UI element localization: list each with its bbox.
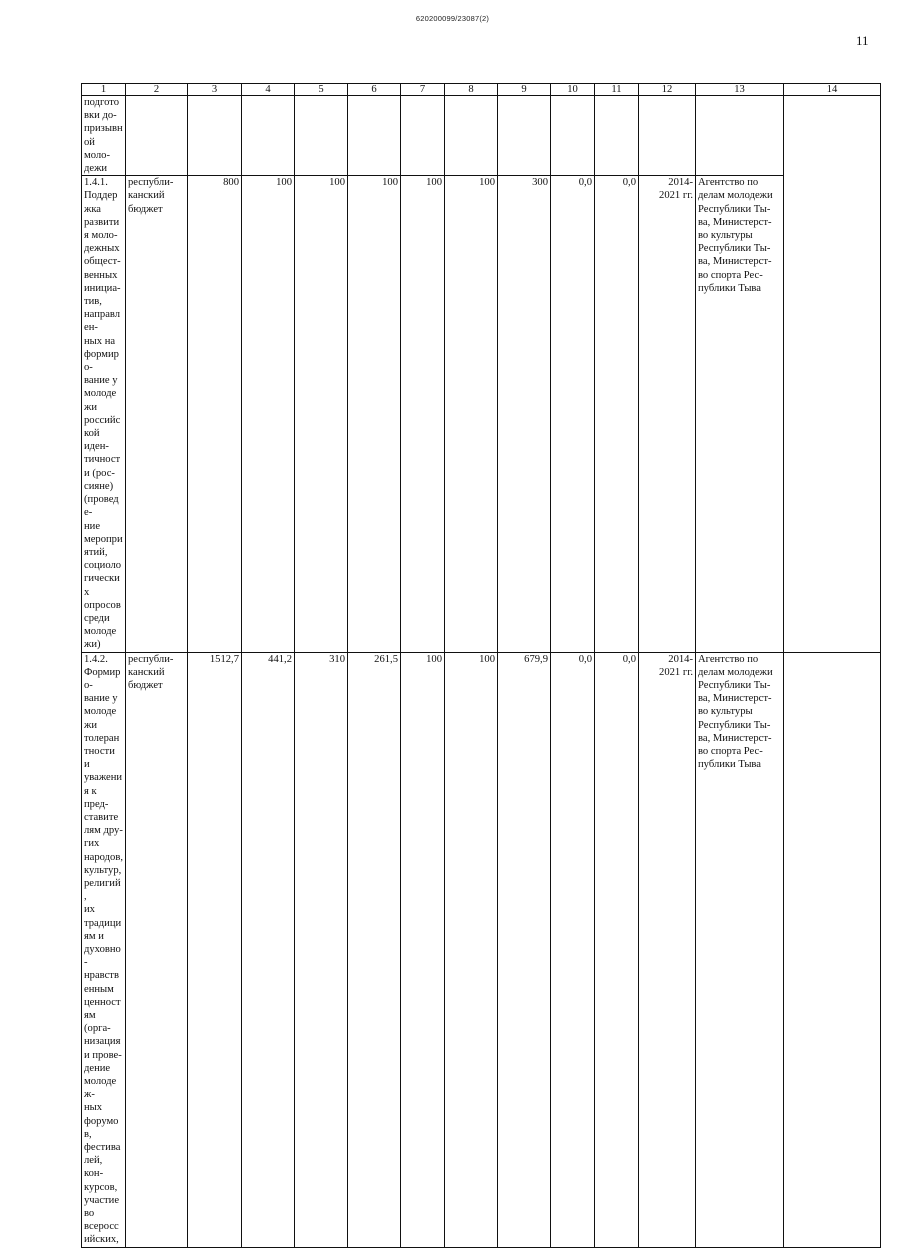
funding-source-cell (126, 176, 188, 652)
empty-cell (445, 96, 498, 176)
column-header: 11 (595, 84, 639, 96)
funding-source: республи- канский бюджет (128, 177, 174, 215)
row-name-cell (82, 96, 126, 176)
period-cell (639, 176, 696, 652)
value-cell: 0,0 (595, 652, 639, 1247)
value-cell: 679,9 (498, 652, 551, 1247)
executor: Агентство по делам молодежи Республики Ты- ва, Министерст- во культуры Республики Ты- ва, Министерст- во спорта Рес- публики Тыва (698, 177, 773, 294)
value-cell: 0,0 (551, 176, 595, 652)
value-cell: 100 (445, 652, 498, 1247)
table-row (82, 176, 881, 652)
empty-cell (595, 96, 639, 176)
value-cell: 100 (401, 176, 445, 652)
empty-cell (696, 96, 784, 176)
row-name: 1.4.2. Формиро- вание у молодежи толерантности и уважения к пред- ставителям дру- гих народов, культур, религий, их традициям и духовно- нравственным ценностям (орга- низация и прове- дение молодеж- ных форумов, фестивалей, кон- курсов, участие во всероссийских, (84, 653, 123, 1246)
executor: Агентство по делам молодежи Республики Ты- ва, Министерст- во культуры Республики Ты- ва, Министерст- во спорта Рес- публики Тыва (698, 653, 773, 771)
column-number-row (82, 84, 881, 96)
value-cell: 0,0 (551, 652, 595, 1247)
empty-cell (295, 96, 348, 176)
column-header: 6 (348, 84, 401, 96)
empty-cell (401, 96, 445, 176)
table-row-continuation (82, 96, 881, 176)
col14-cell (784, 652, 881, 1247)
period: 2014- 2021 гг. (659, 653, 693, 678)
funding-source-cell (126, 652, 188, 1247)
value-cell: 441,2 (242, 652, 295, 1247)
executor-cell (696, 176, 784, 652)
empty-cell (498, 96, 551, 176)
executor-cell (696, 652, 784, 1247)
col14-cell (784, 96, 881, 653)
column-header: 2 (126, 84, 188, 96)
column-header: 14 (784, 84, 881, 96)
column-header: 3 (188, 84, 242, 96)
column-header: 5 (295, 84, 348, 96)
document-code: 620200099/23087(2) (415, 14, 490, 23)
value-cell: 310 (295, 652, 348, 1247)
budget-table (81, 83, 881, 1248)
funding-source: республи- канский бюджет (128, 653, 174, 691)
column-header: 8 (445, 84, 498, 96)
column-header: 1 (82, 84, 126, 96)
value-cell: 1512,7 (188, 652, 242, 1247)
empty-cell (348, 96, 401, 176)
value-cell: 100 (401, 652, 445, 1247)
empty-cell (188, 96, 242, 176)
value-cell: 100 (348, 176, 401, 652)
page-number: 11 (856, 33, 869, 48)
value-cell: 100 (445, 176, 498, 652)
column-header: 4 (242, 84, 295, 96)
value-cell: 100 (295, 176, 348, 652)
column-header: 13 (696, 84, 784, 96)
column-header: 12 (639, 84, 696, 96)
value-cell: 0,0 (595, 176, 639, 652)
table-row (82, 652, 881, 1247)
row-name: подготовки до- призывной моло- дежи (84, 97, 123, 175)
value-cell: 261,5 (348, 652, 401, 1247)
empty-cell (126, 96, 188, 176)
value-cell: 100 (242, 176, 295, 652)
row-name-cell (82, 652, 126, 1247)
empty-cell (242, 96, 295, 176)
empty-cell (639, 96, 696, 176)
empty-cell (551, 96, 595, 176)
column-header: 10 (551, 84, 595, 96)
period: 2014- 2021 гг. (659, 177, 693, 202)
value-cell: 800 (188, 176, 242, 652)
row-name-cell (82, 176, 126, 652)
value-cell: 300 (498, 176, 551, 652)
row-name: 1.4.1. Поддержка развития моло- дежных общест- венных инициа- тив, направлен- ных на формиро- вание у молодежи российской иден- тичности (рос- сияне) (проведе- ние мероприятий, социологических опросов среди молодежи) (84, 177, 123, 651)
column-header: 7 (401, 84, 445, 96)
period-cell (639, 652, 696, 1247)
column-header: 9 (498, 84, 551, 96)
